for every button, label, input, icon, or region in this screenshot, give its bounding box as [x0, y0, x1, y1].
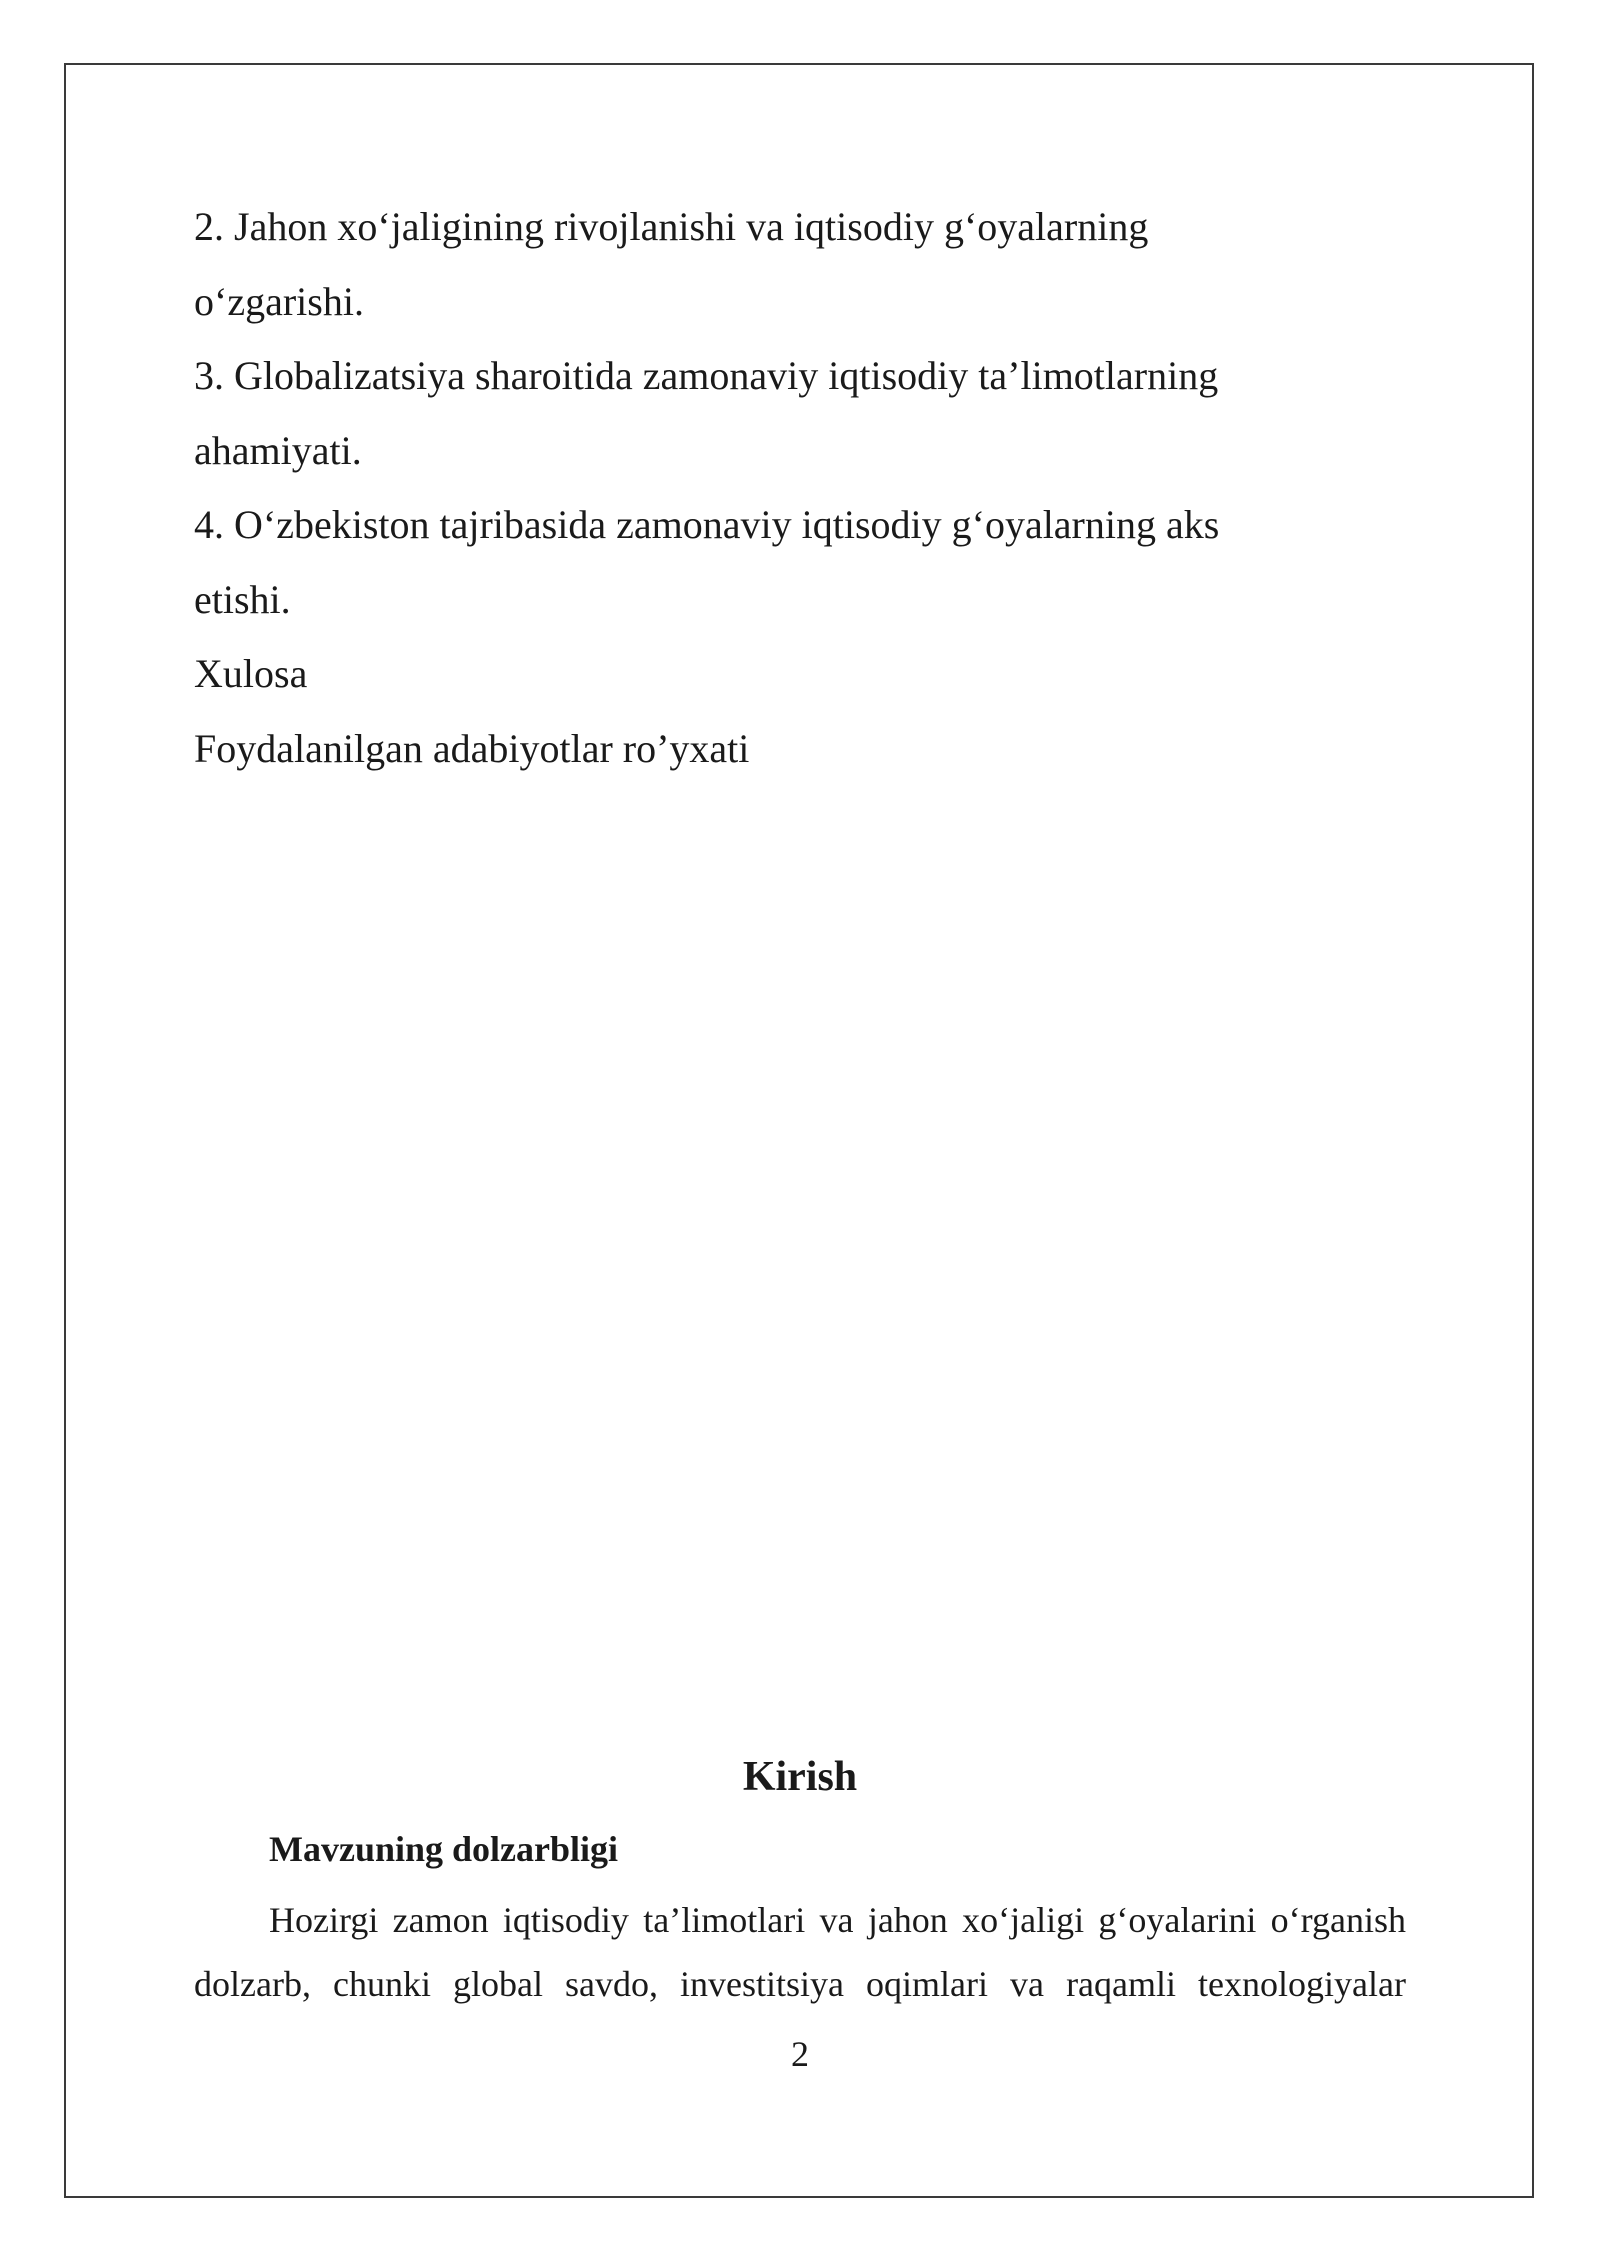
toc-line: 3. Globalizatsiya sharoitida zamonaviy iqtisodiy ta’limotlarning — [194, 353, 1219, 398]
toc-line: Xulosa — [194, 651, 308, 696]
toc-line: Foydalanilgan adabiyotlar ro’yxati — [194, 725, 750, 771]
section-subtitle: Mavzuning dolzarbligi — [269, 1829, 619, 1869]
body-paragraph — [194, 1888, 1406, 2016]
toc-line: ahamiyati. — [194, 427, 362, 473]
toc-line: 2. Jahon xo‘jaligining rivojlanishi va iqtisodiy g‘oyalarning — [194, 204, 1149, 249]
toc-line: etishi. — [194, 576, 291, 622]
table-of-contents — [194, 190, 1334, 786]
toc-line: o‘zgarishi. — [194, 278, 364, 324]
page-number: 2 — [791, 2034, 809, 2074]
paragraph-line: Hozirgi zamon iqtisodiy ta’limotlari va jahon xo‘jaligi g‘oyalarini o‘rganish — [269, 1900, 1406, 1940]
paragraph-line: dolzarb, chunki global savdo, investitsiya oqimlari va raqamli texnologiyalar — [194, 1964, 1406, 2004]
section-title: Kirish — [742, 1754, 858, 1800]
toc-line: 4. O‘zbekiston tajribasida zamonaviy iqtisodiy g‘oyalarning aks — [194, 502, 1220, 547]
